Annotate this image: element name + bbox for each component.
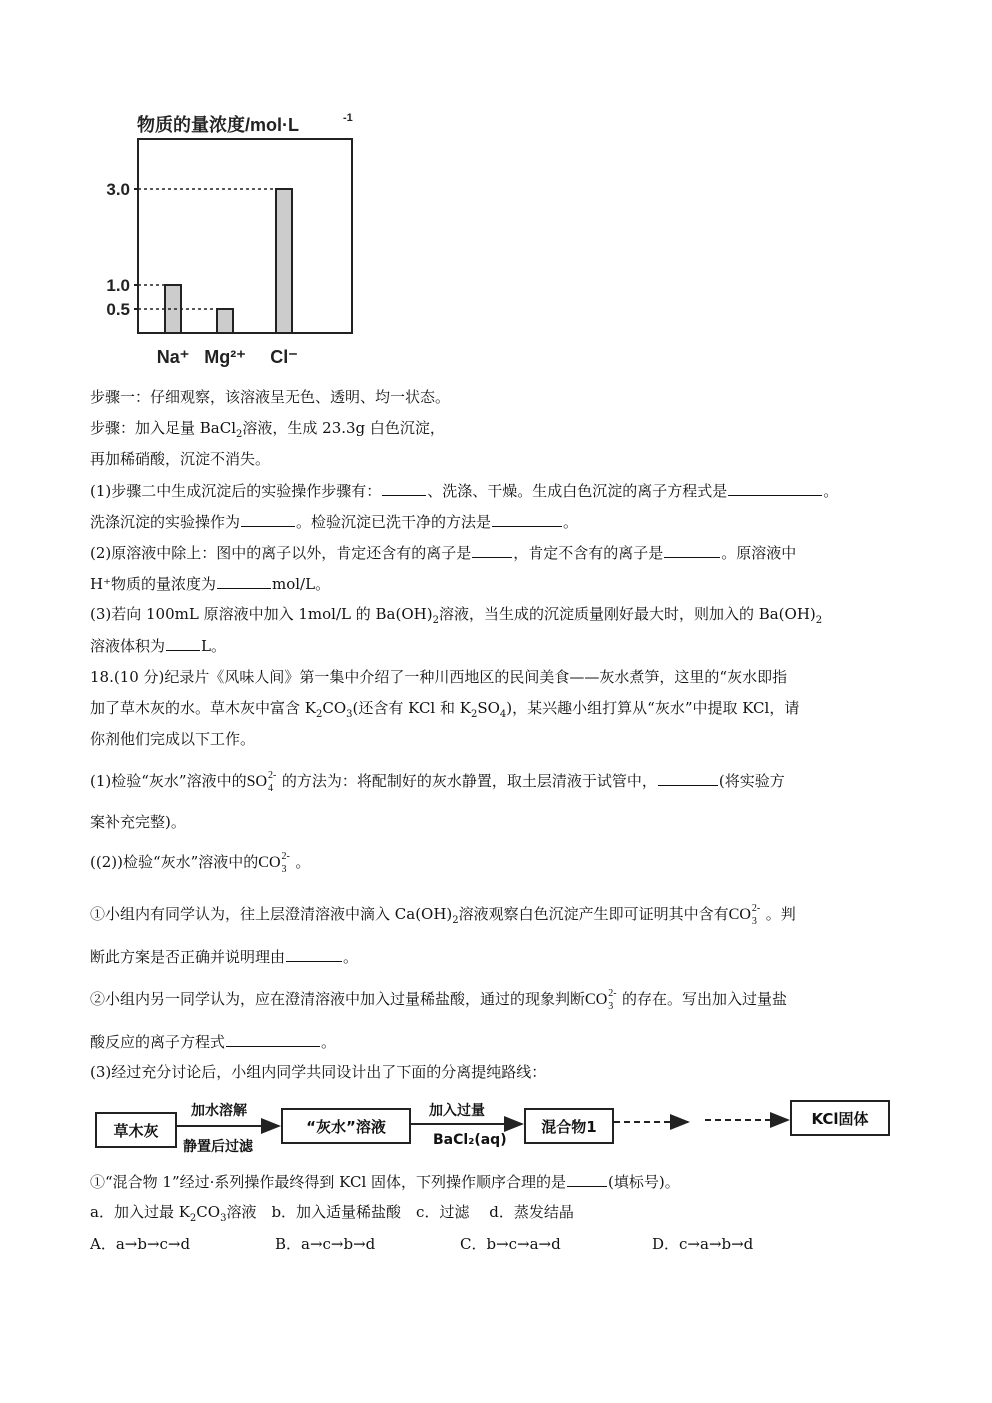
operations-list xyxy=(90,1203,574,1224)
separation-flow-diagram xyxy=(93,1096,903,1158)
o1-c: 。判 xyxy=(765,905,796,923)
p18-b1: 加了草木灰的水。草木灰中富含 K xyxy=(90,699,316,717)
q3-d: L。 xyxy=(201,637,226,655)
sub-question-1-cont: 案补充完整)。 xyxy=(90,813,186,831)
choice-c[interactable]: C．b→c→a→d xyxy=(460,1235,561,1253)
flow-label-add-excess: 加入过量 xyxy=(429,1103,485,1119)
s1-b: 的方法为：将配制好的灰水静置，取土层清液于试管中， xyxy=(281,772,657,790)
ion-concentration-bar-chart xyxy=(95,105,375,375)
option-1-cont xyxy=(90,947,358,966)
y-tick-label: 1.0 xyxy=(106,276,130,295)
y-tick-label: 3.0 xyxy=(106,180,130,199)
flow-box-plant-ash: 草木灰 xyxy=(95,1112,177,1148)
flow-label-filter: 静置后过滤 xyxy=(183,1139,253,1155)
ion-base: CO xyxy=(728,906,751,923)
sub: 2 xyxy=(189,1213,197,1224)
ion-charge-stack xyxy=(267,770,277,794)
answer-blank[interactable] xyxy=(658,771,718,786)
o2-a: ②小组内另一同学认为，应在澄清溶液中加入过量稀盐酸，通过的现象判断 xyxy=(90,990,586,1008)
step-two-a: 步骤：加入足量 BaCl xyxy=(90,419,237,437)
mixture-question xyxy=(90,1172,680,1191)
step-one: 步骤一：仔细观察，该溶液呈无色、透明、均一状态。 xyxy=(90,388,451,406)
step-two xyxy=(90,419,445,440)
q1-e: 。检验沉淀已洗干净的方法是 xyxy=(296,513,492,531)
flow-label-bacl2: BaCl₂(aq) xyxy=(433,1132,507,1148)
ion-base: SO xyxy=(246,773,268,790)
s2-b: 。 xyxy=(295,853,311,871)
choice-a[interactable]: A．a→b→c→d xyxy=(90,1235,191,1253)
q1-d: 洗涤沉淀的实验操作为 xyxy=(90,513,241,531)
answer-blank[interactable] xyxy=(382,481,426,496)
answer-blank[interactable] xyxy=(241,512,295,527)
choice-d[interactable]: D．c→a→b→d xyxy=(652,1235,754,1253)
sub: 2 xyxy=(470,709,478,720)
p18-b3: (还含有 KCl 和 K xyxy=(352,699,471,717)
answer-blank[interactable] xyxy=(286,947,342,962)
o1-b: 溶液观察白色沉淀产生即可证明其中含有 xyxy=(458,905,729,923)
q1-c: 。 xyxy=(823,482,839,500)
s2-a: ((2))检验“灰水”溶液中的 xyxy=(90,853,259,871)
option-2 xyxy=(90,988,788,1012)
flow-arrows xyxy=(93,1096,903,1158)
s1-a: (1)检验“灰水”溶液中的 xyxy=(90,772,247,790)
q2-b: ，肯定不含有的离子是 xyxy=(513,544,664,562)
q3-a: (3)若向 100mL 原溶液中加入 1mol/L 的 Ba(OH) xyxy=(90,605,433,623)
ion-charge-stack xyxy=(281,851,291,875)
step-two-b: 溶液，生成 23.3g 白色沉淀， xyxy=(242,419,445,437)
ion-charge-stack xyxy=(607,988,617,1012)
answer-blank[interactable] xyxy=(664,543,720,558)
sub: 4 xyxy=(499,709,507,720)
o2-b: 的存在。写出加入过量盐 xyxy=(622,990,788,1008)
flow-box-kcl-solid: KCl固体 xyxy=(790,1100,890,1136)
sub: 3 xyxy=(220,1213,227,1224)
q1-f: 。 xyxy=(563,513,579,531)
step-two-cont: 再加稀硝酸，沉淀不消失。 xyxy=(90,450,271,468)
sub: 2 xyxy=(236,429,243,440)
chart-ylabel: 物质的量浓度/mol·L xyxy=(137,115,299,135)
ion-charge: 2- xyxy=(281,851,290,862)
ion-subscript: 4 xyxy=(268,783,274,794)
flow-box-mixture-1: 混合物1 xyxy=(524,1108,614,1144)
answer-blank[interactable] xyxy=(472,543,512,558)
answer-blank[interactable] xyxy=(226,1032,320,1047)
q2-e: mol/L。 xyxy=(272,575,331,593)
s1-c: (将实验方 xyxy=(718,772,785,790)
o1-d: 断此方案是否正确并说明理由 xyxy=(90,948,286,966)
o2-d: 。 xyxy=(321,1033,337,1051)
p18-b4: SO xyxy=(477,699,500,717)
sub-question-2 xyxy=(90,851,311,875)
op-b: CO xyxy=(196,1203,221,1221)
q3-c: 溶液体积为 xyxy=(90,637,166,655)
q1-b: 、洗涤、干燥。生成白色沉淀的离子方程式是 xyxy=(427,482,728,500)
q2-a: (2)原溶液中除上：图中的离子以外，肯定还含有的离子是 xyxy=(90,544,472,562)
q3-b: 溶液，当生成的沉淀质量刚好最大时，则加入的 Ba(OH) xyxy=(438,605,816,623)
ion-charge: 2- xyxy=(751,903,761,914)
m1-a: ①“混合物 1”经过·系列操作最终得到 KCl 固体，下列操作顺序合理的是 xyxy=(90,1173,567,1191)
answer-blank[interactable] xyxy=(728,481,822,496)
question-2-cont xyxy=(90,574,330,593)
ion-subscript: 3 xyxy=(751,916,757,927)
op-c: 溶液 b．加入适量稀盐酸 c．过滤 d．蒸发结晶 xyxy=(226,1203,574,1221)
flow-label-dissolve: 加水溶解 xyxy=(191,1103,247,1119)
sub: 2 xyxy=(452,915,459,926)
chart-ylabel-sup: -1 xyxy=(343,112,353,124)
o1-e: 。 xyxy=(343,948,359,966)
ion-base: CO xyxy=(585,991,608,1008)
x-tick-label: Mg²⁺ xyxy=(204,347,246,367)
m1-b: (填标号)。 xyxy=(608,1173,680,1191)
carbonate-ion xyxy=(258,851,290,875)
q1-a: (1)步骤二中生成沉淀后的实验操作步骤有： xyxy=(90,482,382,500)
sub: 3 xyxy=(346,709,353,720)
question-3 xyxy=(90,605,823,626)
problem-18-line2 xyxy=(90,699,800,720)
q2-c: 。原溶液中 xyxy=(721,544,797,562)
p18-b5: )，某兴趣小组打算从“灰水”中提取 KCl，请 xyxy=(506,699,800,717)
p18-b2: CO xyxy=(322,699,347,717)
flow-box-ash-water: “灰水”溶液 xyxy=(281,1108,411,1144)
option-1 xyxy=(90,903,796,927)
chart-svg xyxy=(95,105,375,375)
sub-question-3: (3)经过充分讨论后，小组内同学共同设计出了下面的分离提纯路线： xyxy=(90,1063,547,1081)
ion-charge: 2- xyxy=(268,770,277,781)
sub-question-1 xyxy=(90,770,785,794)
carbonate-ion xyxy=(585,988,617,1012)
answer-blank[interactable] xyxy=(567,1172,607,1187)
problem-18: 18.(10 分)纪录片《风味人间》第一集中介绍了一种川西地区的民间美食——灰水煮笋，这里的“灰水即指 xyxy=(90,668,788,686)
sub: 2 xyxy=(315,709,323,720)
op-a: a．加入过最 K xyxy=(90,1203,190,1221)
o1-a: ①小组内有同学认为，往上层澄清溶液中滴入 Ca(OH) xyxy=(90,905,453,923)
q2-d: H⁺物质的量浓度为 xyxy=(90,575,216,593)
answer-blank[interactable] xyxy=(166,636,200,651)
bar xyxy=(217,309,233,333)
problem-18-line3: 你剂他们完成以下工作。 xyxy=(90,730,256,748)
ion-base: CO xyxy=(258,854,281,871)
ion-charge: 2- xyxy=(608,988,617,999)
sulfate-ion xyxy=(246,770,277,794)
sub: 2 xyxy=(432,615,439,626)
x-tick-label: Na⁺ xyxy=(156,347,190,367)
question-1-cont xyxy=(90,512,578,531)
choice-b[interactable]: B．a→c→b→d xyxy=(275,1235,376,1253)
o2-c: 酸反应的离子方程式 xyxy=(90,1033,226,1051)
answer-blank[interactable] xyxy=(217,574,271,589)
question-2 xyxy=(90,543,796,562)
question-1 xyxy=(90,481,838,500)
sub: 2 xyxy=(815,615,823,626)
carbonate-ion xyxy=(728,903,761,927)
x-tick-label: Cl⁻ xyxy=(270,347,298,367)
ion-subscript: 3 xyxy=(608,1001,614,1012)
option-2-cont xyxy=(90,1032,336,1051)
question-3-cont xyxy=(90,636,226,655)
ion-charge-stack xyxy=(751,903,761,927)
y-tick-label: 0.5 xyxy=(106,300,130,319)
answer-blank[interactable] xyxy=(492,512,562,527)
ion-subscript: 3 xyxy=(281,864,287,875)
bar xyxy=(165,285,181,333)
bar xyxy=(276,189,292,333)
